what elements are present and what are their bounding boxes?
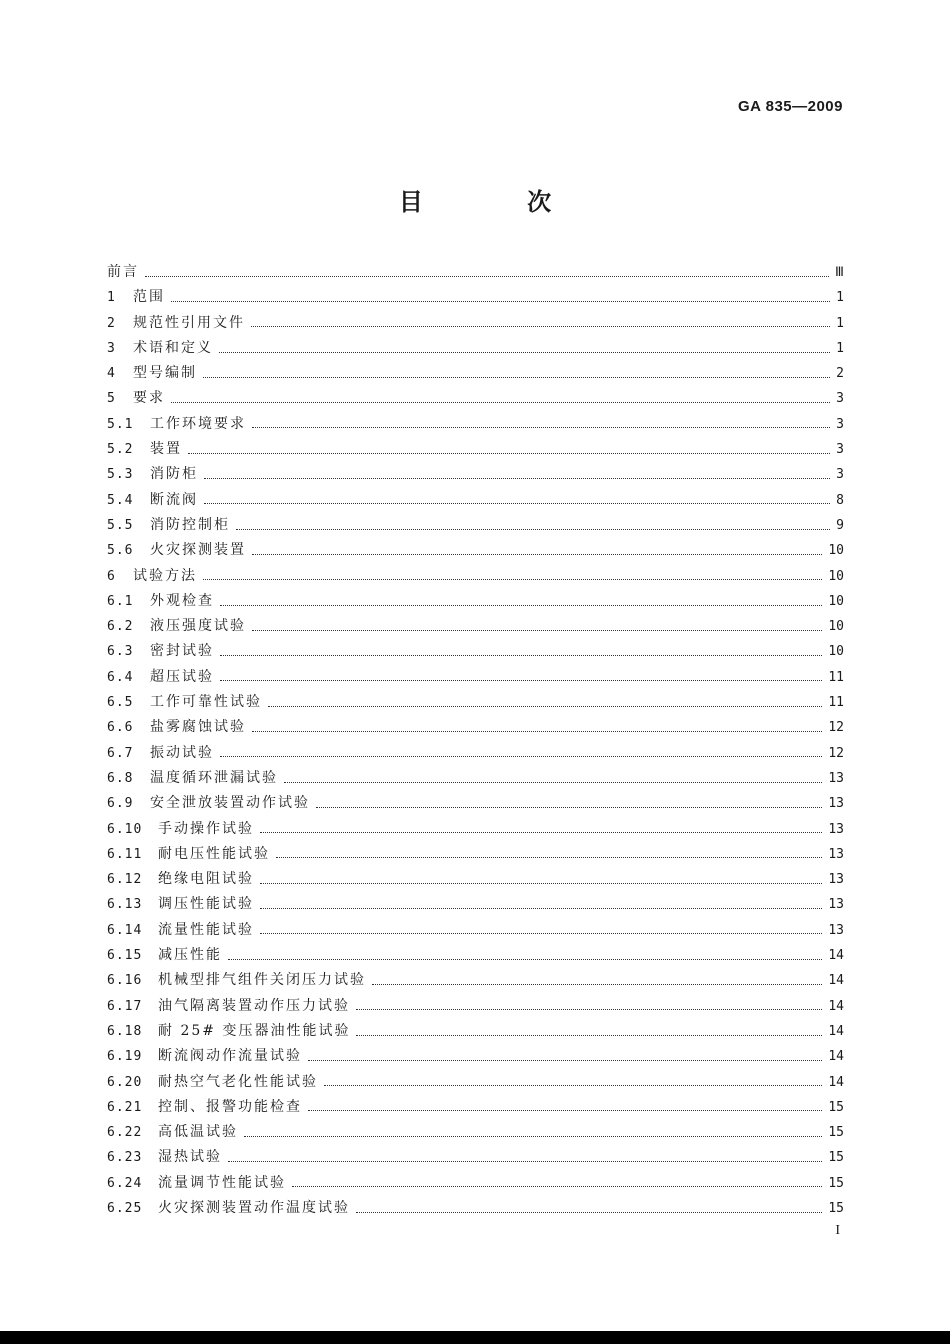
toc-entry-number: 6.5 bbox=[107, 695, 134, 711]
toc-entry[interactable] bbox=[107, 892, 844, 917]
toc-entry-title: 耐 25# 变压器油性能试验 bbox=[158, 1022, 351, 1039]
toc-entry-number: 6.3 bbox=[107, 644, 134, 660]
toc-entry-title: 前言 bbox=[107, 264, 139, 280]
toc-entry-page: 15 bbox=[828, 1125, 844, 1141]
toc-entry-title: 高低温试验 bbox=[158, 1124, 238, 1141]
toc-entry[interactable] bbox=[107, 943, 844, 968]
toc-entry-number: 6.19 bbox=[107, 1049, 143, 1065]
toc-dot-leader bbox=[252, 553, 822, 555]
toc-entry-page: 14 bbox=[828, 998, 844, 1014]
toc-entry-title: 盐雾腐蚀试验 bbox=[150, 719, 246, 736]
toc-dot-leader bbox=[356, 1211, 822, 1213]
toc-entry-title: 液压强度试验 bbox=[150, 618, 246, 635]
toc-entry-number: 6 bbox=[107, 568, 116, 584]
toc-entry-number: 6.11 bbox=[107, 846, 143, 862]
toc-entry[interactable] bbox=[107, 361, 844, 386]
toc-entry-page: 15 bbox=[828, 1150, 844, 1166]
toc-entry-title: 温度循环泄漏试验 bbox=[150, 769, 278, 786]
toc-dot-leader bbox=[220, 755, 822, 757]
toc-dot-leader bbox=[260, 831, 822, 833]
toc-entry[interactable] bbox=[107, 538, 844, 563]
toc-entry-title: 断流阀动作流量试验 bbox=[158, 1048, 302, 1065]
toc-dot-leader bbox=[220, 679, 822, 681]
toc-entry[interactable] bbox=[107, 918, 844, 943]
toc-entry-number: 6.25 bbox=[107, 1200, 143, 1216]
toc-entry[interactable] bbox=[107, 1196, 844, 1221]
toc-dot-leader bbox=[268, 705, 822, 707]
toc-entry[interactable] bbox=[107, 1120, 844, 1145]
document-number: GA 835—2009 bbox=[737, 98, 843, 115]
toc-entry-page: 3 bbox=[836, 467, 844, 483]
toc-entry-page: 15 bbox=[828, 1099, 844, 1115]
toc-dot-leader bbox=[244, 1135, 822, 1137]
toc-dot-leader bbox=[356, 1008, 822, 1010]
toc-entry-number: 5.2 bbox=[107, 442, 134, 458]
toc-entry-title: 流量性能试验 bbox=[158, 921, 254, 938]
toc-entry[interactable] bbox=[107, 311, 844, 336]
toc-entry-title: 减压性能 bbox=[158, 947, 222, 964]
toc-entry-number: 6.13 bbox=[107, 897, 143, 913]
toc-entry-title: 消防柜 bbox=[150, 466, 198, 483]
toc-entry-title: 外观检查 bbox=[150, 592, 214, 609]
toc-entry[interactable] bbox=[107, 994, 844, 1019]
bottom-border bbox=[0, 1331, 950, 1344]
toc-entry-title: 火灾探测装置 bbox=[150, 542, 246, 559]
toc-entry-number: 3 bbox=[107, 340, 116, 356]
toc-entry[interactable] bbox=[107, 766, 844, 791]
toc-entry-page: 15 bbox=[828, 1175, 844, 1191]
toc-entry-number: 6.10 bbox=[107, 821, 143, 837]
toc-entry[interactable] bbox=[107, 614, 844, 639]
toc-entry-title: 手动操作试验 bbox=[158, 820, 254, 837]
toc-entry[interactable] bbox=[107, 336, 844, 361]
toc-entry-number: 5.1 bbox=[107, 416, 134, 432]
toc-entry-title: 范围 bbox=[133, 289, 165, 306]
toc-entry[interactable] bbox=[107, 715, 844, 740]
toc-entry-title: 型号编制 bbox=[133, 365, 197, 382]
toc-entry[interactable] bbox=[107, 285, 844, 310]
toc-entry-page: 13 bbox=[828, 846, 844, 862]
toc-entry[interactable] bbox=[107, 968, 844, 993]
toc-entry-number: 6.14 bbox=[107, 922, 143, 938]
toc-entry-page: 2 bbox=[836, 366, 844, 382]
toc-entry-number: 6.4 bbox=[107, 669, 134, 685]
toc-dot-leader bbox=[276, 856, 822, 858]
toc-entry-page: 14 bbox=[828, 948, 844, 964]
toc-entry[interactable] bbox=[107, 488, 844, 513]
toc-entry-title: 消防控制柜 bbox=[150, 516, 230, 533]
toc-entry-title: 工作环境要求 bbox=[150, 415, 246, 432]
toc-entry-title: 调压性能试验 bbox=[158, 896, 254, 913]
toc-entry-page: 13 bbox=[828, 897, 844, 913]
toc-entry-page: 14 bbox=[828, 1049, 844, 1065]
toc-entry-title: 工作可靠性试验 bbox=[150, 694, 262, 711]
toc-entry-page: 10 bbox=[828, 568, 844, 584]
toc-entry[interactable] bbox=[107, 741, 844, 766]
toc-entry-title: 控制、报警功能检查 bbox=[158, 1098, 302, 1115]
toc-entry[interactable] bbox=[107, 1145, 844, 1170]
toc-dot-leader bbox=[220, 654, 822, 656]
toc-entry-title: 机械型排气组件关闭压力试验 bbox=[158, 972, 366, 989]
toc-entry[interactable] bbox=[107, 1019, 844, 1044]
toc-entry-page: 13 bbox=[828, 821, 844, 837]
toc-dot-leader bbox=[260, 882, 822, 884]
toc-entry-page: 1 bbox=[836, 340, 844, 356]
toc-entry-title: 装置 bbox=[150, 441, 182, 458]
toc-entry-number: 6.12 bbox=[107, 872, 143, 888]
toc-entry-page: 14 bbox=[828, 973, 844, 989]
toc-entry-title: 要求 bbox=[133, 390, 165, 407]
toc-entry-number: 6.17 bbox=[107, 998, 143, 1014]
toc-entry-page: Ⅲ bbox=[835, 265, 844, 280]
toc-dot-leader bbox=[372, 983, 822, 985]
toc-entry-page: 10 bbox=[828, 619, 844, 635]
toc-dot-leader bbox=[324, 1084, 822, 1086]
page-number: I bbox=[835, 1223, 840, 1238]
toc-entry-title: 断流阀 bbox=[150, 491, 198, 508]
toc-dot-leader bbox=[252, 426, 830, 428]
toc-entry[interactable] bbox=[107, 462, 844, 487]
toc-entry-number: 1 bbox=[107, 290, 116, 306]
toc-entry-title: 耐电压性能试验 bbox=[158, 845, 270, 862]
toc-dot-leader bbox=[228, 958, 822, 960]
toc-entry-title: 超压试验 bbox=[150, 668, 214, 685]
toc-entry-number: 5.5 bbox=[107, 517, 134, 533]
toc-entry-page: 11 bbox=[828, 669, 844, 685]
toc-entry-number: 6.6 bbox=[107, 720, 134, 736]
toc-entry-number: 6.23 bbox=[107, 1150, 143, 1166]
toc-entry-page: 13 bbox=[828, 796, 844, 812]
toc-entry[interactable] bbox=[107, 564, 844, 589]
toc-entry[interactable] bbox=[107, 386, 844, 411]
toc-entry[interactable] bbox=[107, 260, 844, 285]
toc-entry[interactable] bbox=[107, 513, 844, 538]
toc-entry-page: 12 bbox=[828, 745, 844, 761]
toc-entry-page: 10 bbox=[828, 543, 844, 559]
toc-dot-leader bbox=[220, 604, 822, 606]
toc-dot-leader bbox=[308, 1059, 822, 1061]
toc-dot-leader bbox=[188, 452, 830, 454]
page-title: 目 次 bbox=[398, 188, 600, 216]
toc-entry-number: 5 bbox=[107, 391, 116, 407]
toc-entry-page: 10 bbox=[828, 593, 844, 609]
toc-dot-leader bbox=[260, 932, 822, 934]
toc-entry-page: 14 bbox=[828, 1023, 844, 1039]
toc-entry-page: 15 bbox=[828, 1200, 844, 1216]
toc-entry-number: 6.20 bbox=[107, 1074, 143, 1090]
toc-entry-title: 油气隔离装置动作压力试验 bbox=[158, 997, 350, 1014]
toc-entry-number: 2 bbox=[107, 315, 116, 331]
toc-entry-page: 1 bbox=[836, 315, 844, 331]
toc-entry-page: 3 bbox=[836, 416, 844, 432]
toc-dot-leader bbox=[292, 1185, 822, 1187]
toc-entry-number: 5.4 bbox=[107, 492, 134, 508]
toc-entry-number: 5.3 bbox=[107, 467, 134, 483]
toc-entry[interactable] bbox=[107, 867, 844, 892]
toc-entry[interactable] bbox=[107, 665, 844, 690]
toc-entry-page: 8 bbox=[836, 492, 844, 508]
toc-entry[interactable] bbox=[107, 639, 844, 664]
toc-dot-leader bbox=[203, 376, 830, 378]
toc-entry[interactable] bbox=[107, 437, 844, 462]
toc-entry-page: 12 bbox=[828, 720, 844, 736]
toc-entry-number: 5.6 bbox=[107, 543, 134, 559]
toc-entry-page: 13 bbox=[828, 770, 844, 786]
toc-entry-number: 6.18 bbox=[107, 1023, 143, 1039]
toc-entry-title: 振动试验 bbox=[150, 744, 214, 761]
toc-dot-leader bbox=[284, 781, 822, 783]
toc-entry-number: 6.1 bbox=[107, 593, 134, 609]
toc-dot-leader bbox=[204, 502, 830, 504]
toc-entry-number: 6.2 bbox=[107, 619, 134, 635]
toc-entry[interactable] bbox=[107, 1070, 844, 1095]
toc-dot-leader bbox=[252, 629, 822, 631]
toc-dot-leader bbox=[171, 401, 830, 403]
toc-entry-number: 6.21 bbox=[107, 1099, 143, 1115]
toc-entry-title: 术语和定义 bbox=[133, 339, 213, 356]
toc-dot-leader bbox=[204, 477, 830, 479]
toc-entry[interactable] bbox=[107, 1171, 844, 1196]
toc-entry-page: 13 bbox=[828, 922, 844, 938]
toc-entry[interactable] bbox=[107, 791, 844, 816]
toc-entry-number: 6.15 bbox=[107, 948, 143, 964]
toc-dot-leader bbox=[260, 907, 822, 909]
toc-entry[interactable] bbox=[107, 1044, 844, 1069]
toc-entry-title: 火灾探测装置动作温度试验 bbox=[158, 1199, 350, 1216]
toc-entry-number: 6.24 bbox=[107, 1175, 143, 1191]
toc-entry[interactable] bbox=[107, 1095, 844, 1120]
toc-dot-leader bbox=[252, 730, 822, 732]
toc-entry-title: 规范性引用文件 bbox=[133, 314, 245, 331]
toc-dot-leader bbox=[171, 300, 830, 302]
toc-entry-page: 14 bbox=[828, 1074, 844, 1090]
toc-entry-number: 4 bbox=[107, 366, 116, 382]
toc-entry-number: 6.16 bbox=[107, 973, 143, 989]
toc-entry-page: 10 bbox=[828, 644, 844, 660]
toc-entry[interactable] bbox=[107, 690, 844, 715]
toc-dot-leader bbox=[228, 1160, 822, 1162]
toc-entry-number: 6.7 bbox=[107, 745, 134, 761]
toc-dot-leader bbox=[236, 528, 830, 530]
toc-entry-number: 6.8 bbox=[107, 770, 134, 786]
toc-dot-leader bbox=[203, 578, 822, 580]
toc-entry[interactable] bbox=[107, 817, 844, 842]
toc-entry-number: 6.9 bbox=[107, 796, 134, 812]
toc-dot-leader bbox=[145, 275, 829, 277]
toc-entry-page: 1 bbox=[836, 290, 844, 306]
toc-entry-page: 3 bbox=[836, 391, 844, 407]
toc-entry[interactable] bbox=[107, 842, 844, 867]
toc-entry[interactable] bbox=[107, 412, 844, 437]
toc-dot-leader bbox=[308, 1109, 822, 1111]
toc-dot-leader bbox=[356, 1034, 822, 1036]
toc-entry-title: 耐热空气老化性能试验 bbox=[158, 1073, 318, 1090]
toc-entry-title: 流量调节性能试验 bbox=[158, 1174, 286, 1191]
toc-dot-leader bbox=[316, 806, 822, 808]
toc-entry-page: 9 bbox=[836, 517, 844, 533]
toc-entry-title: 安全泄放装置动作试验 bbox=[150, 795, 310, 812]
toc-entry-page: 3 bbox=[836, 442, 844, 458]
table-of-contents bbox=[107, 260, 844, 1221]
toc-entry-number: 6.22 bbox=[107, 1125, 143, 1141]
toc-entry-page: 13 bbox=[828, 872, 844, 888]
toc-entry-title: 湿热试验 bbox=[158, 1149, 222, 1166]
toc-dot-leader bbox=[219, 351, 830, 353]
toc-entry[interactable] bbox=[107, 589, 844, 614]
toc-entry-title: 试验方法 bbox=[133, 567, 197, 584]
toc-entry-title: 绝缘电阻试验 bbox=[158, 871, 254, 888]
toc-entry-title: 密封试验 bbox=[150, 643, 214, 660]
toc-dot-leader bbox=[251, 325, 830, 327]
toc-entry-page: 11 bbox=[828, 695, 844, 711]
